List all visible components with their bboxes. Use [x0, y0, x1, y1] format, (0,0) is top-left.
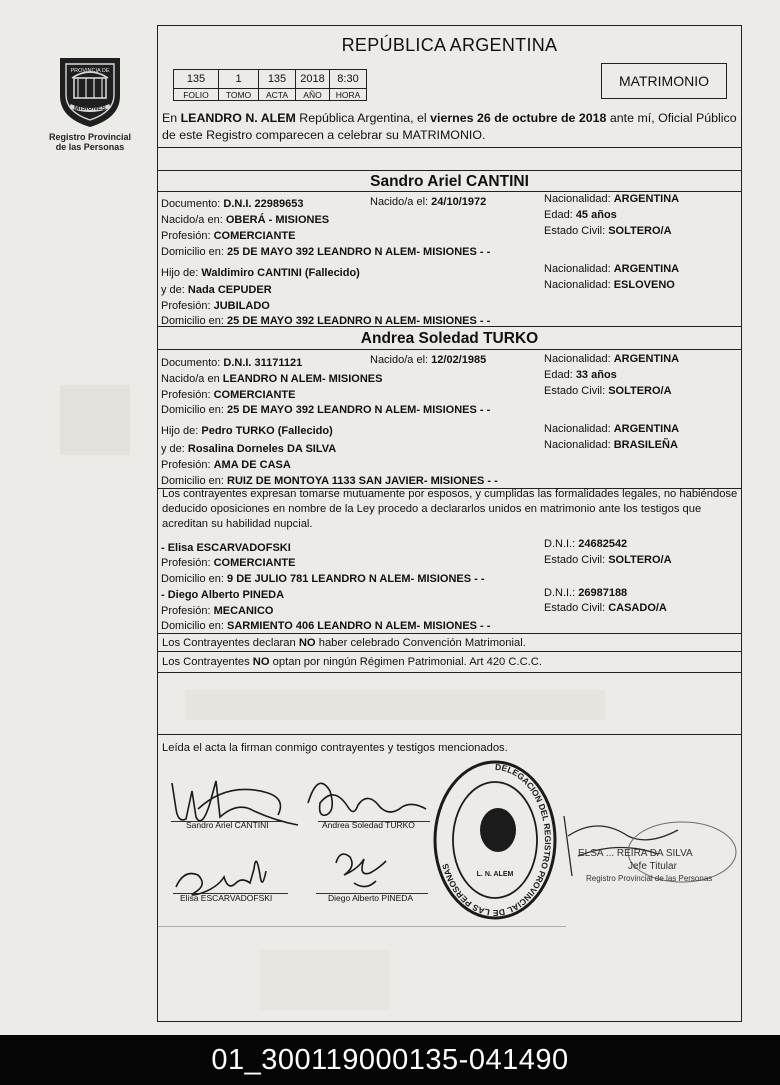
- signatures-handwriting: [158, 751, 448, 911]
- closing-statement: Leída el acta la firman conmigo contrayentes y testigos mencionados.: [162, 742, 508, 754]
- bride-document: Documento: D.N.I. 31171121: [161, 357, 303, 369]
- groom-parent-address: Domicilio en: 25 DE MAYO 392 LEADNRO N ALEM- MISIONES - -: [161, 315, 491, 327]
- document-type-box: MATRIMONIO: [601, 63, 727, 99]
- groom-father: Hijo de: Waldimiro CANTINI (Fallecido): [161, 267, 360, 279]
- bride-parent-profession: Profesión: AMA DE CASA: [161, 459, 291, 471]
- witness-2-profession: Profesión: MECANICO: [161, 605, 274, 617]
- time-label: HORA: [330, 89, 367, 101]
- bride-age: Edad: 33 años: [544, 369, 617, 381]
- witness-2-signature-label: Diego Alberto PINEDA: [328, 893, 414, 903]
- year-value: 2018: [296, 70, 330, 89]
- witness-2-address: Domicilio en: SARMIENTO 406 LEANDRO N ALEM- MISIONES - -: [161, 620, 491, 632]
- declaration-paragraph: Los contrayentes expresan tomarse mutuamente por esposos, y cumplidas las formalidades legales, no habiéndose deducido oposiciones en nombre de la Ley procedo a declararlos unidos en matrimonio ante los testigos que acreditan su habilidad nupcial.: [162, 488, 738, 530]
- folio-label: FOLIO: [174, 89, 219, 101]
- groom-civil-status: Estado Civil: SOLTERO/A: [544, 225, 672, 237]
- groom-document: Documento: D.N.I. 22989653: [161, 198, 304, 210]
- svg-text:MISIONES: MISIONES: [74, 105, 106, 112]
- registry-logo: [52, 52, 128, 130]
- witness-1-name: - Elisa ESCARVADOFSKI: [161, 542, 291, 554]
- witness-2-civil-status: Estado Civil: CASADO/A: [544, 602, 667, 614]
- bride-civil-status: Estado Civil: SOLTERO/A: [544, 385, 672, 397]
- groom-birthplace: Nacido/a en: OBERÁ - MISIONES: [161, 214, 330, 226]
- folio-value: 135: [174, 70, 219, 89]
- groom-name: Sandro Ariel CANTINI: [370, 173, 529, 190]
- bride-mother-nationality: Nacionalidad: BRASILEÑA: [544, 439, 678, 451]
- acta-label: ACTA: [259, 89, 296, 101]
- groom-age: Edad: 45 años: [544, 209, 617, 221]
- witness-1-profession: Profesión: COMERCIANTE: [161, 557, 296, 569]
- tomo-label: TOMO: [219, 89, 259, 101]
- page-title: REPÚBLICA ARGENTINA: [341, 35, 558, 55]
- groom-parent-profession: Profesión: JUBILADO: [161, 300, 270, 312]
- footer-code: 01_300119000135-041490: [0, 1035, 780, 1085]
- marriage-certificate-form: [157, 25, 742, 1022]
- witness-1-signature-label: Elisa ESCARVADOFSKI: [180, 893, 273, 903]
- officer-organization: Registro Provincial de las Personas: [586, 874, 713, 883]
- witness-1-address: Domicilio en: 9 DE JULIO 781 LEANDRO N ALEM- MISIONES - -: [161, 573, 485, 585]
- svg-text:DELEGACION DEL REGISTRO PROVIN: DELEGACION DEL REGISTRO PROVINCIAL DE LAS PERSONAS: [440, 761, 553, 919]
- officer-role: Jefe Titular: [628, 861, 677, 872]
- groom-nationality: Nacionalidad: ARGENTINA: [544, 193, 680, 205]
- regime-statement: Los Contrayentes NO optan por ningún Régimen Patrimonial. Art 420 C.C.C.: [162, 656, 542, 668]
- bride-signature-label: Andrea Soledad TURKO: [322, 820, 415, 830]
- groom-birthdate: Nacido/a el: 24/10/1972: [370, 196, 487, 208]
- intro-paragraph: En LEANDRO N. ALEM República Argentina, el viernes 26 de octubre de 2018 ante mí, Oficial Público de este Registro comparecen a celebrar su MATRIMONIO.: [162, 111, 737, 142]
- groom-address: Domicilio en: 25 DE MAYO 392 LEANDRO N ALEM- MISIONES - -: [161, 246, 491, 258]
- bride-father: Hijo de: Pedro TURKO (Fallecido): [161, 425, 333, 437]
- bride-name: Andrea Soledad TURKO: [360, 330, 539, 347]
- bride-birthdate: Nacido/a el: 12/02/1985: [370, 354, 487, 366]
- bride-address: Domicilio en: 25 DE MAYO 392 LEANDRO N ALEM- MISIONES - -: [161, 404, 491, 416]
- svg-text:L. N. ALEM: L. N. ALEM: [476, 871, 514, 878]
- convention-statement: Los Contrayentes declaran NO haber celebrado Convención Matrimonial.: [162, 637, 526, 649]
- registry-caption: Registro Provincial de las Personas: [48, 132, 132, 152]
- groom-mother-nationality: Nacionalidad: ESLOVENO: [544, 279, 675, 291]
- groom-profession: Profesión: COMERCIANTE: [161, 230, 296, 242]
- time-value: 8:30: [330, 70, 367, 89]
- groom-father-nationality: Nacionalidad: ARGENTINA: [544, 263, 680, 275]
- registry-meta-table: [173, 69, 367, 101]
- witness-1-civil-status: Estado Civil: SOLTERO/A: [544, 554, 672, 566]
- witness-1-dni: D.N.I.: 24682542: [544, 538, 628, 550]
- witness-2-dni: D.N.I.: 26987188: [544, 587, 628, 599]
- groom-signature-label: Sandro Ariel CANTINI: [186, 820, 269, 830]
- bride-father-nationality: Nacionalidad: ARGENTINA: [544, 423, 680, 435]
- witness-2-name: - Diego Alberto PINEDA: [161, 589, 285, 601]
- bride-parent-address: Domicilio en: RUIZ DE MONTOYA 1133 SAN JAVIER- MISIONES - -: [161, 475, 498, 487]
- officer-name: ELSA ... REIRA DA SILVA: [578, 848, 693, 859]
- registry-stamp: [430, 758, 560, 926]
- bride-mother: y de: Rosalina Dorneles DA SILVA: [161, 443, 337, 455]
- tomo-value: 1: [219, 70, 259, 89]
- year-label: AÑO: [296, 89, 330, 101]
- bride-profession: Profesión: COMERCIANTE: [161, 389, 296, 401]
- bride-birthplace: Nacido/a en LEANDRO N ALEM- MISIONES: [161, 373, 383, 385]
- groom-mother: y de: Nada CEPUDER: [161, 284, 272, 296]
- svg-text:PROVINCIA DE: PROVINCIA DE: [70, 68, 110, 74]
- bride-nationality: Nacionalidad: ARGENTINA: [544, 353, 680, 365]
- acta-value: 135: [259, 70, 296, 89]
